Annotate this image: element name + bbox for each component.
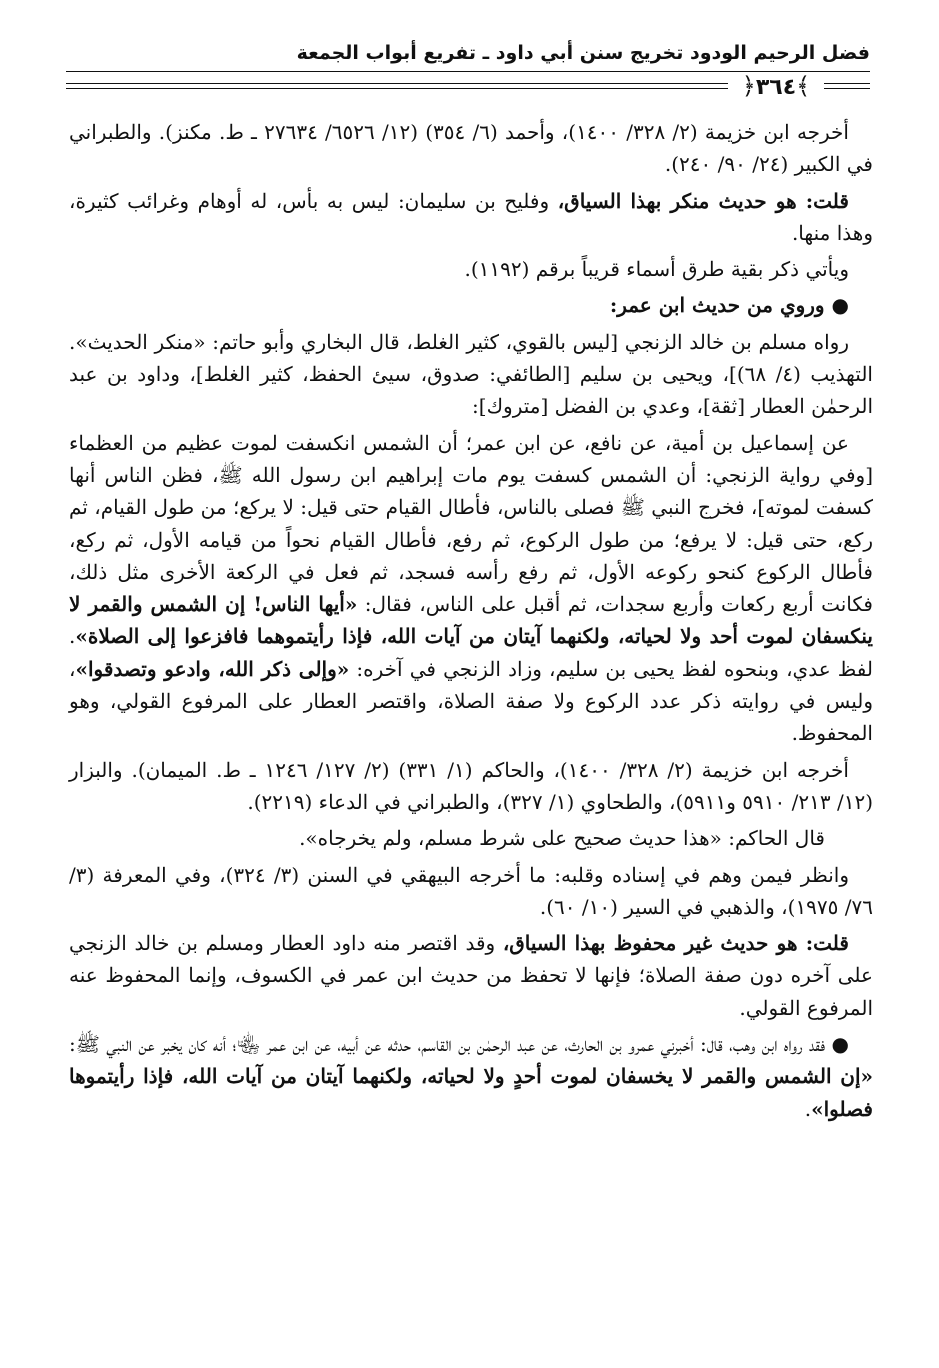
hadith-quote-bold: «أيها الناس! إن الشمس والقمر لا ينكسفان لموت أحد ولا لحياته، ولكنهما آيتان من آيات الله، فإذا رأيتموهما فافزعوا إلى الصلاة» xyxy=(69,592,873,649)
paragraph-ibn-wahb xyxy=(69,1028,873,1125)
ibn-wahb-quote-bold: «إن الشمس والقمر لا يخسفان لموت أحدٍ ولا لحياته، ولكنهما آيتان من آيات الله، فإذا رأيتموها فصلوا» xyxy=(69,1064,874,1121)
ibn-wahb-text: ● فقد رواه ابن وهب، قال: أخبرني عمرو بن الحارث، عن عبد الرحمٰن بن القاسم، حدثه عن أبيه، عن ابن عمر ﵄؛ أنه كان يخبر عن النبي ﷺ: xyxy=(69,1032,849,1057)
page-number-rule-left xyxy=(66,83,728,89)
verdict-text-2: وقد اقتصر منه داود العطار ومسلم بن خالد الزنجي على آخره دون صفة الصلاة؛ فإنها لا تحفظ من حديث ابن عمر في الكسوف، وإنما المحفوظ عنه المرفوع القولي. xyxy=(69,931,873,1020)
section-heading-ibn-umar xyxy=(69,289,873,321)
page-number xyxy=(728,72,824,100)
page-number-brace-right: ﴾ xyxy=(796,72,811,100)
paragraph-narrators: رواه مسلم بن خالد الزنجي [ليس بالقوي، كثير الغلط، قال البخاري وأبو حاتم: «منكر الحديث». التهذيب (٤/ ٦٨)]، ويحيى بن سليم [الطائفي: صدوق، سيئ الحفظ، كثير الغلط]، وداود بن عبد الرحمٰن العطار [ثقة]، وعدي بن الفضل [متروك]: xyxy=(69,329,873,419)
paragraph-verdict-2 xyxy=(69,927,873,1024)
verdict-label: قلت: هو حديث منكر بهذا السياق، xyxy=(557,188,849,213)
page-number-brace-left: ﴿ xyxy=(741,72,756,100)
paragraph-takhrij-2: أخرجه ابن خزيمة (٢/ ٣٢٨/ ١٤٠٠)، والحاكم (١/ ٣٣١) (٢/ ١٢٧/ ١٢٤٦ ـ ط. الميمان). والبزار (١٢/ ٢١٣/ ٥٩١٠ و٥٩١١)، والطحاوي (١/ ٣٢٧)، والطبراني في الدعاء (٢٢١٩). xyxy=(69,757,873,814)
ibn-wahb-end: . xyxy=(804,1096,812,1121)
running-title: فضل الرحيم الودود تخريج سنن أبي داود ـ تفريع أبواب الجمعة xyxy=(296,42,870,64)
hadith-quote-bold-2: «وإلى ذكر الله، وادعو وتصدقوا» xyxy=(75,656,350,681)
paragraph-verdict-1 xyxy=(69,185,873,250)
paragraph-hakim: قال الحاكم: «هذا حديث صحيح على شرط مسلم، ولم يخرجاه». xyxy=(299,826,825,851)
page-number-row xyxy=(66,74,870,100)
hadith-text-a: عن إسماعيل بن أمية، عن نافع، عن ابن عمر؛ أن الشمس انكسفت لموت عظيم من العظماء [وفي رواية الزنجي: أن الشمس كسفت يوم مات إبراهيم ابن رسول الله ﷺ، فظن الناس أنها كسفت لموته]، فخرج النبي ﷺ فصلى بالناس، فأطال القيام حتى قيل: لا يركع؛ من طول القيام، ثم ركع، حتى قيل: لا يرفع؛ من طول الركوع، ثم رفع، فأطال القيام نحواً من قيامه الأول، ثم ركع، فأطال الركوع كنحو ركوعه الأول، ثم رفع رأسه فسجد، ثم فعل في الركعة الأخرى مثل ذلك، فكانت أربع ركعات وأربع سجدات، ثم أقبل على الناس، فقال: xyxy=(69,430,874,617)
paragraph-takhrij-1: أخرجه ابن خزيمة (٢/ ٣٢٨/ ١٤٠٠)، وأحمد (٦/ ٣٥٤) (١٢/ ٦٥٢٦/ ٢٧٦٣٤ ـ ط. مكنز). والطبراني في الكبير (٢٤/ ٩٠/ ٢٤٠). xyxy=(69,120,873,177)
verdict-label-2: قلت: هو حديث غير محفوظ بهذا السياق، xyxy=(502,931,849,956)
section-heading-text: ● وروي من حديث ابن عمر: xyxy=(609,293,849,318)
hadith-text-b: . لفظ عدي، وبنحوه لفظ يحيى بن سليم، وزاد الزنجي في آخره: xyxy=(69,624,873,681)
page-body xyxy=(69,116,873,1129)
page-number-value: ٣٦٤ xyxy=(755,75,797,100)
hadith-text-c: ، وليس في روايته ذكر عدد الركوع ولا صفة الصلاة، واقتصر العطار على المرفوع القولي، وهو المحفوظ. xyxy=(69,656,873,746)
paragraph-see-also: وانظر فيمن وهم في إسناده وقلبه: ما أخرجه البيهقي في السنن (٣/ ٣٢٤)، وفي المعرفة (٣/ ٧٦/ ١٩٧٥)، والذهبي في السير (١٠/ ٦٠). xyxy=(69,862,873,919)
paragraph-hadith-text xyxy=(69,427,873,750)
verdict-text: وفليح بن سليمان: ليس به بأس، له أوهام وغرائب كثيرة، وهذا منها. xyxy=(69,188,873,245)
paragraph-crossref: ويأتي ذكر بقية طرق أسماء قريباً برقم (١١٩٢). xyxy=(464,257,849,282)
page-number-rule-right xyxy=(824,83,870,89)
page-header xyxy=(66,42,870,102)
